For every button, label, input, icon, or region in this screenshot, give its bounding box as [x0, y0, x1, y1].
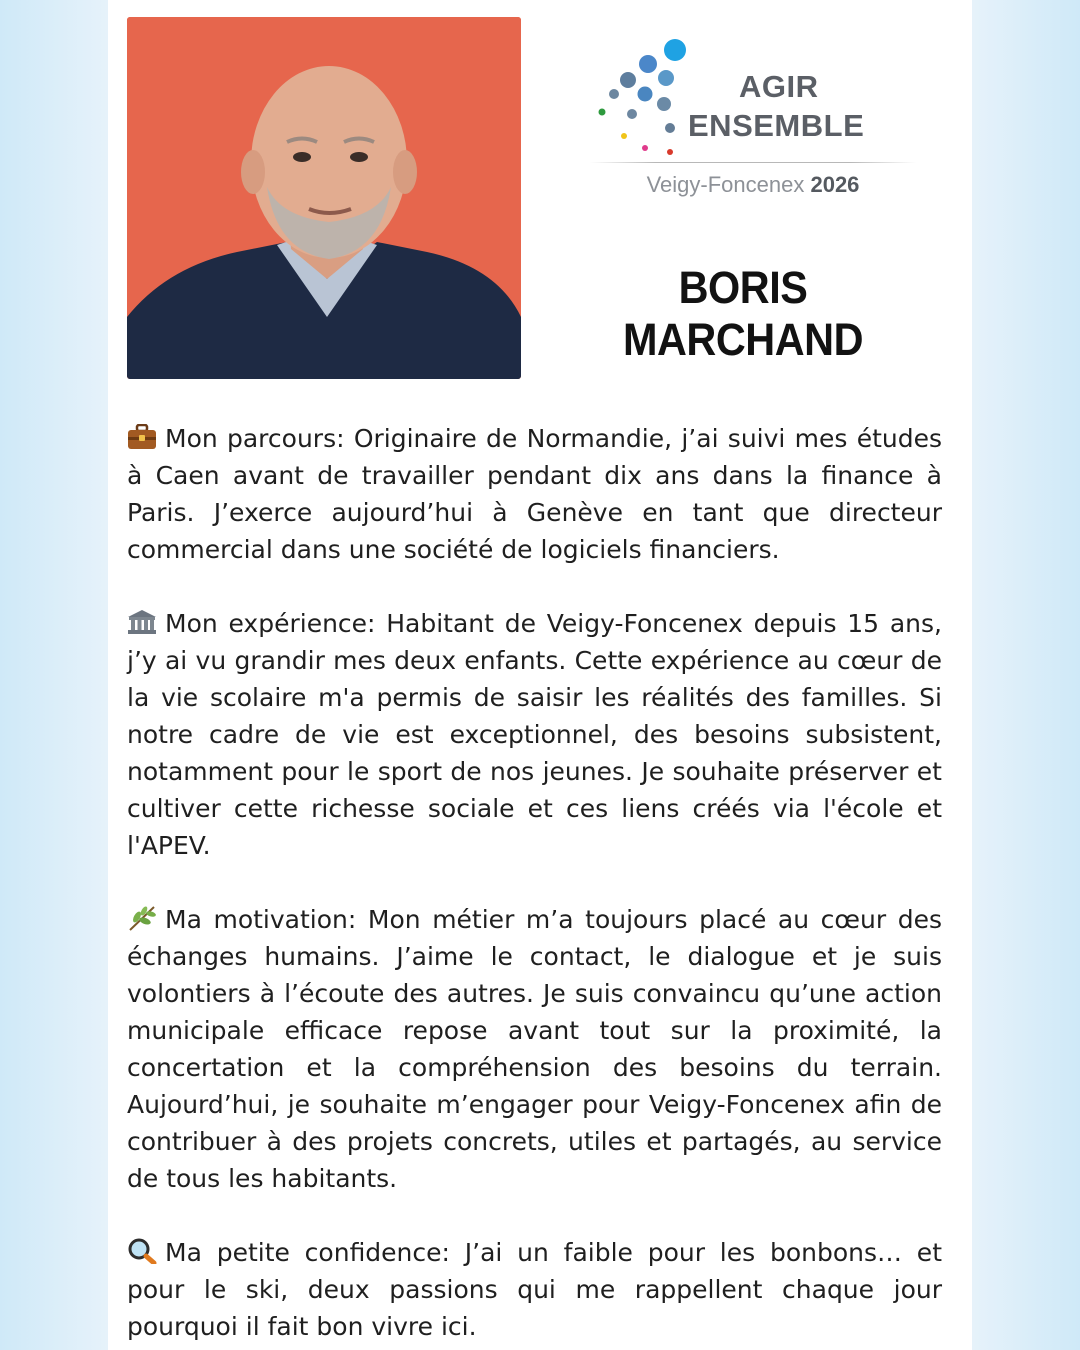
- candidate-card: [108, 0, 972, 1350]
- magnifying-glass-icon: [127, 1237, 159, 1263]
- section-parcours: [127, 420, 942, 568]
- section-confidence-text: Ma petite confidence: J’ai un faible pour les bonbons… et pour le ski, deux passions qui me rappellent chaque jour pourquoi il fait bon vivre ici.: [127, 1238, 942, 1341]
- candidate-name: BORIS MARCHAND: [622, 262, 864, 365]
- section-confidence: [127, 1234, 942, 1345]
- candidate-photo: [127, 17, 521, 379]
- logo-town: Veigy-Foncenex: [646, 172, 805, 197]
- logo-divider: [590, 162, 916, 163]
- section-parcours-text: Mon parcours: Originaire de Normandie, j’ai suivi mes études à Caen avant de travailler pendant dix ans dans la finance à Paris. J’exerce aujourd’hui à Genève en tant que directeur commercial dans une société de logiciels financiers.: [127, 424, 942, 564]
- leaf-branch-icon: [127, 904, 159, 930]
- logo-dots-icon: [588, 36, 698, 161]
- briefcase-icon: [127, 423, 159, 449]
- section-experience: [127, 605, 942, 864]
- logo-word-ensemble: ENSEMBLE: [688, 108, 865, 143]
- logo-year: 2026: [810, 172, 860, 197]
- section-experience-text: Mon expérience: Habitant de Veigy-Foncenex depuis 15 ans, j’y ai vu grandir mes deux enfants. Cette expérience au cœur de la vie scolaire m'a permis de saisir les réalités des familles. Si notre cadre de vie est exceptionnel, des besoins subsistent, notamment pour le sport de nos jeunes. Je souhaite préserver et cultiver cette richesse sociale et ces liens créés via l'école et l'APEV.: [127, 609, 942, 860]
- section-motivation: [127, 901, 942, 1197]
- section-motivation-text: Ma motivation: Mon métier m’a toujours placé au cœur des échanges humains. J’aime le contact, le dialogue et je suis volontiers à l’écoute des autres. Je suis convaincu qu’une action municipale efficace repose avant tout sur la proximité, la concertation et la compréhension des besoins du terrain. Aujourd’hui, je souhaite m’engager pour Veigy-Foncenex afin de contribuer à des projets concrets, utiles et partagés, au service de tous les habitants.: [127, 905, 942, 1193]
- classical-building-icon: [127, 608, 159, 634]
- logo-subtitle: [588, 172, 918, 198]
- agir-ensemble-logo: [588, 36, 918, 206]
- logo-word-agir: AGIR: [739, 69, 819, 104]
